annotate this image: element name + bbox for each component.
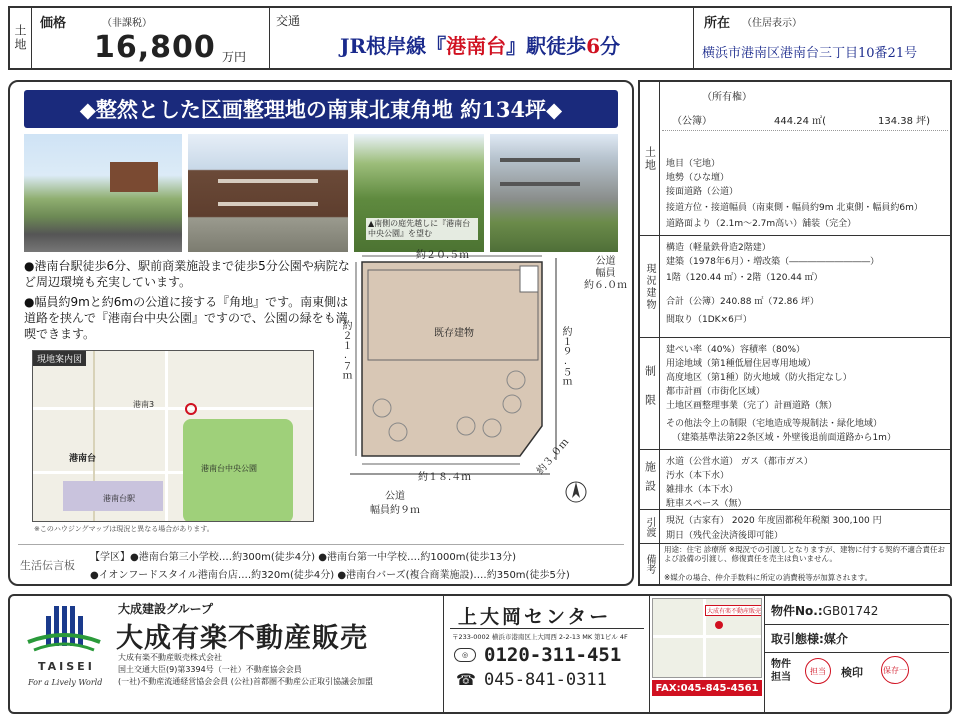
building-row-1: 構造（軽量鉄骨造2階建） xyxy=(666,243,771,253)
photo-building xyxy=(188,134,348,252)
walk-minutes: 6 xyxy=(586,34,601,58)
map-label-station: 港南台駅 xyxy=(103,494,135,503)
walk-unit: 分 xyxy=(600,34,621,58)
map-pin xyxy=(185,403,197,415)
land-rights: （所有権） xyxy=(702,92,752,103)
living-env-line-1: 【学区】●港南台第三小学校‥‥約300m(徒歩4分) ●港南台第一中学校‥‥約1000m(徒歩13分) xyxy=(90,552,517,563)
plot-lot xyxy=(362,262,542,456)
living-env xyxy=(18,544,624,582)
section-handover xyxy=(640,510,950,544)
tel-number: 045-841-0311 xyxy=(484,670,607,690)
building-label: 既存建物 xyxy=(434,328,474,339)
station-name: 港南台 xyxy=(446,34,507,58)
photo-park-view xyxy=(354,134,484,252)
restriction-row-6: その他法令上の制限（宅地造成等規制法・緑化地域） xyxy=(666,419,883,429)
free-dial-number: 0120-311-451 xyxy=(484,644,622,666)
land-row-2: 地勢（ひな壇） xyxy=(666,173,730,183)
facility-row-4: 駐車スペース（無） xyxy=(666,499,747,509)
fax-bar: FAX:045-845-4561 xyxy=(652,680,762,696)
restriction-row-4: 都市計画（市街化区域） xyxy=(666,387,766,397)
map-title: 現地案内図 xyxy=(33,351,86,366)
price-label: 価格 xyxy=(40,16,67,31)
station-prefix: JR根岸線『 xyxy=(340,34,447,58)
photo-building-side xyxy=(490,134,618,252)
inspect-stamp: 保存一 xyxy=(881,656,909,684)
building-row-2: 建築（1978年6月）・増改築（―――――――――） xyxy=(666,257,880,267)
headline-banner: ◆整然とした区画整理地の南東北東角地 約134坪◆ xyxy=(24,90,618,128)
branch-address: 〒233-0002 横浜市港南区上大岡西 2-2-13 MK 第1ビル 4F xyxy=(452,633,628,641)
deal-type: 媒介 xyxy=(823,632,848,646)
group-name: 大成建設グループ xyxy=(118,602,214,616)
station-access xyxy=(340,30,620,59)
tax-note: （非課税） xyxy=(102,18,152,29)
price-block xyxy=(32,8,270,68)
map-note: ※このハウジングマップは現況と異なる場合があります。 xyxy=(34,525,214,533)
road-east xyxy=(584,256,627,292)
location-map xyxy=(32,350,314,522)
property-no: GB01742 xyxy=(822,604,879,618)
facility-row-2: 汚水（本下水） xyxy=(666,471,730,481)
logo-tagline: For a Lively World xyxy=(28,678,103,687)
company-line-3: (一社)不動産流通経営協会会員 (公社)首都圏不動産公正取引協議会加盟 xyxy=(118,677,374,686)
price-unit: 万円 xyxy=(222,50,247,64)
restriction-row-2: 用途地域（第1種低層住居専用地域） xyxy=(666,359,816,369)
road-south-width: 幅員約９ｍ xyxy=(370,505,420,516)
location-label: 所在 xyxy=(704,16,731,31)
map-label-area: 港南台 xyxy=(69,454,97,464)
mini-map-pin xyxy=(715,621,723,629)
facility-row-3: 雑排水（本下水） xyxy=(666,485,739,495)
road-east-type: 公道 xyxy=(595,256,616,267)
mini-map-title: 大成有楽不動産販売 xyxy=(705,605,762,616)
deal-row xyxy=(771,630,848,647)
building-row-4: 合計（公簿）240.88 ㎡（72.86 坪） xyxy=(666,297,819,307)
land-area-m2: 444.24 ㎡( xyxy=(774,116,827,127)
main-panel xyxy=(8,80,634,586)
photo-corner-lot xyxy=(24,134,182,252)
location-note: （住居表示） xyxy=(742,18,802,29)
logo-text: TAISEI xyxy=(38,660,95,673)
traffic-block xyxy=(270,8,694,68)
living-env-line-2: ●イオンフードスタイル港南台店‥‥約320m(徒歩4分) ●港南台バーズ(複合商業施設)‥‥約350m(徒歩5分) xyxy=(90,570,570,581)
staff-stamp: 担当 xyxy=(805,658,831,684)
land-row-5: 道路面より（2.1m～2.7m高い）舗装（完全） xyxy=(666,219,857,229)
footer xyxy=(8,594,952,714)
deal-label: 取引態様: xyxy=(771,632,824,646)
phone-icon: ☎ xyxy=(456,670,476,689)
stairs xyxy=(520,266,538,292)
company-line-1: 大成有楽不動産販売株式会社 xyxy=(118,653,222,662)
dim-right: 約１９.５ｍ xyxy=(560,326,571,387)
map-label-park: 港南台中央公園 xyxy=(201,464,257,473)
staff-label: 物件担当 xyxy=(771,659,791,683)
location-block xyxy=(694,8,950,68)
facilities-side-label: 施設 xyxy=(640,450,660,510)
spec-table xyxy=(638,80,952,586)
living-env-label: 生活伝言板 xyxy=(20,559,75,572)
handover-side-label: 引渡 xyxy=(640,510,660,544)
section-remarks xyxy=(640,544,950,584)
dim-top: 約２０.５ｍ xyxy=(416,250,470,261)
section-land xyxy=(640,82,950,236)
property-no-label: 物件No.: xyxy=(771,604,823,618)
map-label-block: 港南3 xyxy=(133,400,155,409)
handover-row-2: 期日（残代金決済後即可能） xyxy=(666,531,784,541)
building-row-3: 1階（120.44 ㎡）・2階（120.44 ㎡） xyxy=(666,273,823,283)
restrictions-side-label: 制限 xyxy=(640,338,660,450)
taisei-logo xyxy=(24,602,104,694)
price-value: 16,800 xyxy=(94,30,216,65)
restriction-row-5: 土地区画整理事業（完了）計画道路（無） xyxy=(666,401,838,411)
company-line-2: 国土交通大臣(9)第3394号（一社）不動産協会会員 xyxy=(118,665,302,674)
road-east-width: 約６.０ｍ xyxy=(584,280,628,291)
property-info xyxy=(764,596,950,712)
land-public: （公簿） xyxy=(672,116,712,127)
company-name: 大成有楽不動産販売 xyxy=(116,623,368,654)
land-tag-label: 土地 xyxy=(13,24,27,52)
section-building xyxy=(640,236,950,338)
dim-left: 約２１.７ｍ xyxy=(340,320,351,381)
facility-row-1: 水道（公営水道） ガス（都市ガス） xyxy=(666,457,813,467)
land-row-4: 接道方位・接道幅員（南東側・幅員約9m 北東側・幅員約6m） xyxy=(666,203,923,213)
dim-bottom: 約１８.４ｍ xyxy=(418,472,472,483)
road-south xyxy=(370,490,420,518)
property-no-row xyxy=(771,602,878,619)
road-south-type: 公道 xyxy=(385,491,405,502)
taisei-logo-icon xyxy=(24,602,104,658)
traffic-label: 交通 xyxy=(276,14,301,28)
land-row-3: 接面道路（公道） xyxy=(666,187,739,197)
feature-1: ●港南台駅徒歩6分、駅前商業施設まで徒歩5分公園や病院など周辺環境も充実しています。 xyxy=(24,259,350,289)
dim-corner: 約３.０ｍ xyxy=(535,436,572,477)
land-row-1: 地目（宅地） xyxy=(666,159,721,169)
land-tag xyxy=(10,8,32,68)
remarks-row-2: ※媒介の場合、仲介手数料に所定の消費税等が加算されます。 xyxy=(664,573,873,582)
north-arrow-icon xyxy=(566,482,586,502)
header-bar xyxy=(8,6,952,70)
company-block xyxy=(10,596,444,712)
station-mid: 』駅徒歩 xyxy=(506,34,587,58)
feature-2: ●幅員約9mと約6mの公道に接する『角地』です。南東側は道路を挟んで『港南台中央公園』ですので、公園の緑をも満喫できます。 xyxy=(24,295,349,341)
building-row-5: 間取り（1DK×6戸） xyxy=(666,315,752,325)
remarks-side-label: 備考 xyxy=(640,544,660,584)
photo-caption: ▲南側の庭先越しに『港南台中央公園』を望む xyxy=(366,218,478,240)
plot-diagram xyxy=(320,250,620,550)
land-area-tsubo: 134.38 坪) xyxy=(878,116,931,127)
land-side-label: 土地 xyxy=(640,82,660,236)
restriction-row-3: 高度地区（第1種）防火地域（防火指定なし） xyxy=(666,373,852,383)
restriction-row-7: （建築基準法第22条区域・外壁後退前面道路から1m） xyxy=(672,433,896,443)
branch-name: 上大岡センター xyxy=(458,606,612,628)
road-east-width-label: 幅員 xyxy=(595,268,616,279)
branch-block xyxy=(444,596,650,712)
free-dial-icon: ◎ xyxy=(454,648,476,662)
building-side-label: 現況建物 xyxy=(640,236,660,338)
section-restrictions xyxy=(640,338,950,450)
remarks-row-1: 用途：住宅 診療所 ※現況での引渡しとなりますが、建物に付する契約不適合責任および設備の引渡し、修復責任を売主は負いません。 xyxy=(664,545,946,563)
handover-row-1: 現況（古家有） 2020 年度固都税年税額 300,100 円 xyxy=(666,516,882,526)
restriction-row-1: 建ぺい率（40%）容積率（80%） xyxy=(666,345,806,355)
address: 横浜市港南区港南台三丁目10番21号 xyxy=(702,46,918,61)
section-facilities xyxy=(640,450,950,510)
mini-map xyxy=(652,598,762,678)
inspect-label: 検印 xyxy=(841,666,863,679)
